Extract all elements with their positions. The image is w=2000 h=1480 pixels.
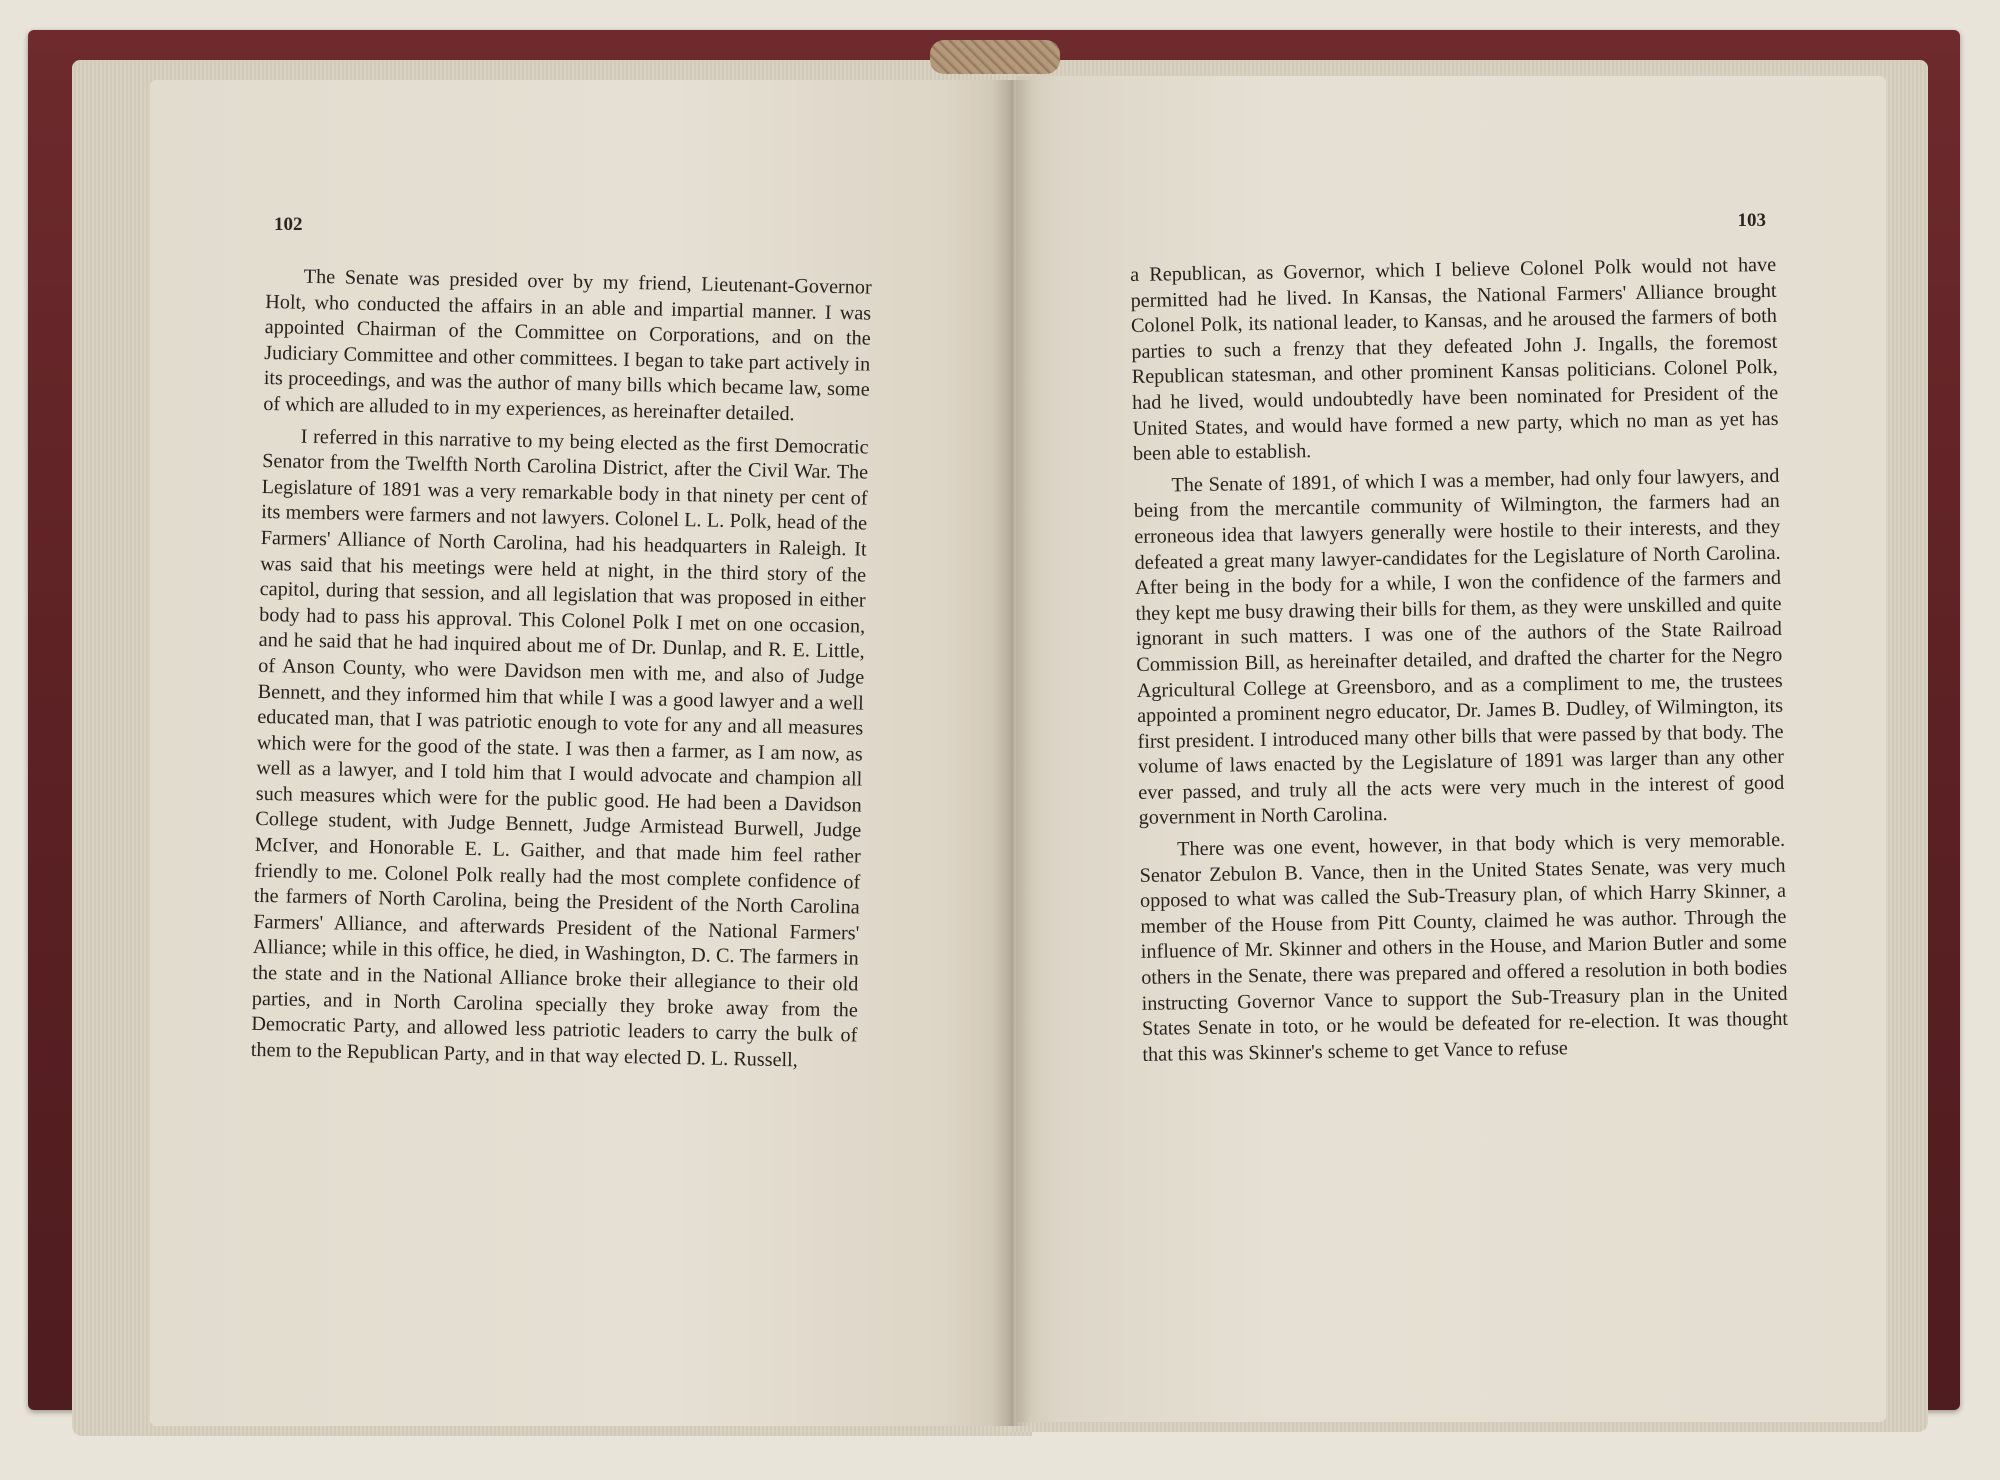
paragraph: The Senate of 1891, of which I was a member, had only four lawyers, and being from the mercantile community of Wilmington, the farmers had an erroneous idea that lawyers generally were hostile to their interests, and they defeated a great many lawyer-candidates for the Legislature of North Carolina. After being in the body for a while, I won the confidence of the farmers and they kept me busy drawing their bills for them, as they were unskilled and quite ignorant in such matters. I was one of the authors of the State Railroad Commission Bill, as hereinafter detailed, and drafted the charter for the Negro Agricultural College at Greensboro, and as a compliment to me, the trustees appointed a prominent negro educator, Dr. James B. Dudley, of Wilmington, its first president. I introduced many other bills that were passed by that body. The volume of laws enacted by the Legislature of 1891 was larger than any other ever passed, and truly all the acts were very much in the interest of good government in North Carolina.: [1133, 464, 1785, 830]
left-page: [150, 80, 1012, 1426]
headband: [930, 40, 1060, 74]
page-number: 103: [1737, 210, 1766, 231]
page-number: 102: [274, 214, 303, 235]
paragraph: I referred in this narrative to my being elected as the first Democratic Senator from the Twelfth North Carolina District, after the Civil War. The Legislature of 1891 was a very remarkable body in that ninety per cent of its members were farmers and not lawyers. Colonel L. L. Polk, head of the Farmers' Alliance of North Carolina, had his headquarters in Raleigh. It was said that his meetings were held at night, in the third story of the capitol, during that session, and all legislation that was proposed in either body had to pass his approval. This Colonel Polk I met on one occasion, and he said that he had inquired about me of Dr. Dunlap, and R. E. Little, of Anson County, who were Davidson men with me, and also of Judge Bennett, and they informed him that while I was a good lawyer and a well educated man, that I was patriotic enough to vote for any and all measures which were for the good of the state. I was then a farmer, as I am now, as well as a lawyer, and I told him that I would advocate and champion all such measures which were for the public good. He had been a Davidson College student, with Judge Bennett, Judge Armistead Burwell, Judge McIver, and Honorable E. L. Gaither, and that made him feel rather friendly to me. Colonel Polk really had the most complete confidence of the farmers of North Carolina, being the President of the North Carolina Farmers' Alliance, and afterwards President of the National Farmers' Alliance; while in this office, he died, in Washington, D. C. The farmers in the state and in the National Alliance broke their allegiance to their old parties, and in North Carolina specially they broke away from the Democratic Party, and allowed less patriotic leaders to carry the bulk of them to the Republican Party, and in that way elected D. L. Russell,: [250, 425, 869, 1072]
spine-gutter: [992, 80, 1032, 1426]
paragraph: The Senate was presided over by my friend, Lieutenant-Governor Holt, who conducted the affairs in an able and impartial manner. I was appointed Chairman of the Committee on Corporations, and on the Judiciary Committee and other committees. I began to take part actively in its proceedings, and was the author of many bills which became law, some of which are alluded to in my experiences, as hereinafter detailed.: [263, 265, 872, 426]
right-page: [1016, 76, 1886, 1422]
paragraph: There was one event, however, in that body which is very memorable. Senator Zebulon B. Vance, then in the United States Senate, was very much opposed to what was called the Sub-Treasury plan, of which Harry Skinner, a member of the House from Pitt County, claimed he was author. Through the influence of Mr. Skinner and others in the House, and Marion Butler and some others in the Senate, there was prepared and offered a resolution in both bodies instructing Governor Vance to support the Sub-Treasury plan in the United States Senate in toto, or he would be defeated for re-election. It was thought that this was Skinner's scheme to get Vance to refuse: [1139, 828, 1789, 1066]
left-page-text: [251, 264, 872, 1081]
right-page-text: [1130, 253, 1789, 1074]
paragraph: a Republican, as Governor, which I believe Colonel Polk would not have permitted had he lived. In Kansas, the National Farmers' Alliance brought Colonel Polk, its national leader, to Kansas, and he aroused the farmers of both parties to such a frenzy that they defeated John J. Ingalls, the foremost Republican statesman, and other prominent Kansas politicians. Colonel Polk, had he lived, would undoubtedly have been nominated for President of the United States, and would have formed a new party, which no man as yet has been able to establish.: [1130, 253, 1779, 466]
